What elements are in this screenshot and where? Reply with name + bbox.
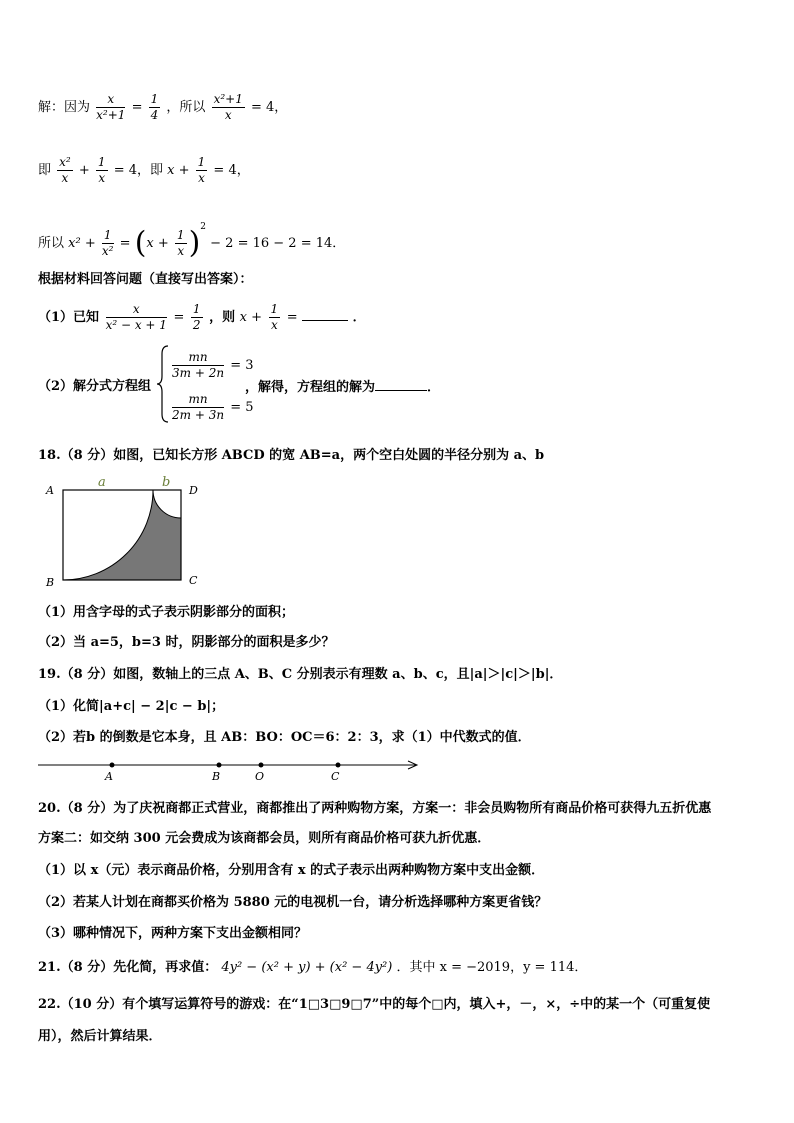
text: x² +	[68, 236, 96, 251]
q17-prompt: 根据材料回答问题（直接写出答案）：	[38, 272, 253, 287]
fraction: $\frac{x}{\text{x²+1}}$	[96, 92, 126, 122]
text: ，所以	[166, 100, 206, 115]
text: = 4，	[213, 163, 250, 178]
intro-line-2	[38, 155, 250, 186]
label-C: C	[331, 770, 340, 783]
q17-part-2-label: （2）解分式方程组	[38, 379, 152, 394]
text: 21.（8 分）先化简，再求值：	[38, 960, 218, 975]
text: = 4，	[250, 100, 288, 115]
fraction: $\frac{\text{x²}}{x}$	[59, 155, 71, 185]
text: +	[78, 163, 90, 178]
q20-part-3: （3）哪种情况下，两种方案下支出金额相同？	[38, 926, 308, 941]
q17-part-2-tail	[245, 378, 440, 397]
label-b: b	[162, 476, 171, 490]
label-A: A	[46, 484, 54, 497]
intro-label: 解：因为	[38, 100, 91, 115]
q17-equation-2	[170, 392, 254, 423]
text: − 2 = 16 − 2 = 14．	[210, 236, 346, 251]
fraction: $\frac{x}{\text{x² − x + 1}}$	[105, 302, 167, 332]
answer-blank	[375, 378, 427, 391]
text: x +	[146, 236, 169, 251]
fraction: $\frac{1}{x}$	[97, 155, 106, 185]
text: ．	[352, 310, 366, 325]
q18-part-2: （2）当 a=5，b=3 时，阴影部分的面积是多少？	[38, 635, 335, 650]
q20-part-1: （1）以 x（元）表示商品价格，分别用含有 x 的式子表示出两种购物方案中支出金额．	[38, 863, 545, 878]
fraction: $\frac{1}{2}$	[192, 302, 201, 332]
intro-line-1	[38, 92, 287, 123]
exponent: 2	[200, 222, 207, 232]
text: ．其中 x = −2019，y = 114．	[396, 960, 588, 975]
expression: 4y² − (x² + y) + (x² − 4y²)	[221, 960, 393, 975]
text: = 3	[230, 358, 254, 373]
text: =	[173, 310, 185, 325]
fraction: $\frac{\text{x²+1}}{x}$	[213, 92, 243, 122]
text: ，则	[209, 310, 236, 325]
q20-stem: 20.（8 分）为了庆祝商都正式营业，商都推出了两种购物方案，方案一：非会员购物所有商品价格可获得九五折优惠	[38, 801, 712, 816]
text: 即	[38, 163, 52, 178]
text: ．	[427, 380, 441, 395]
fraction: $\frac{1}{4}$	[150, 92, 159, 122]
number-line	[36, 756, 422, 784]
q19-stem: 19.（8 分）如图，数轴上的三点 A、B、C 分别表示有理数 a、b、c，且|a|＞|c|＞|b|．	[38, 667, 563, 682]
point-C	[336, 763, 341, 768]
label-O: O	[255, 770, 265, 783]
q17-equation-1	[170, 350, 254, 381]
q19-part-1: （1）化简|a+c| − 2|c − b|；	[38, 699, 225, 714]
q22-line-1: 22.（10 分）有个填写运算符号的游戏：在“1□3□9□7”中的每个□内，填入+，－，×，÷中的某一个（可重复使	[38, 997, 711, 1012]
label-D: D	[189, 484, 198, 497]
text: （1）已知	[38, 310, 100, 325]
fraction: $\frac{mn}{3m + 2n}$	[172, 350, 225, 380]
text: x +	[239, 310, 262, 325]
fraction: $\frac{1}{x}$	[197, 155, 206, 185]
q18-part-1: （1）用含字母的式子表示阴影部分的面积；	[38, 605, 295, 620]
label-a: a	[98, 476, 106, 490]
point-O	[259, 763, 264, 768]
answer-blank	[302, 308, 348, 321]
label-B: B	[212, 770, 221, 783]
label-C: C	[189, 574, 198, 587]
fraction: $\frac{1}{\text{x²}}$	[101, 228, 114, 258]
fraction: $\frac{1}{x}$	[176, 228, 185, 258]
point-A	[110, 763, 115, 768]
intro-line-3	[38, 218, 345, 259]
text: =	[286, 310, 298, 325]
equals: =	[131, 100, 143, 115]
label-B: B	[46, 576, 55, 589]
text: x +	[167, 163, 190, 178]
q18-stem: 18.（8 分）如图，已知长方形 ABCD 的宽 AB=a，两个空白处圆的半径分别为 a、b	[38, 448, 545, 463]
point-B	[217, 763, 222, 768]
text: 所以	[38, 236, 65, 251]
label-A: A	[105, 770, 113, 783]
q17-part-1	[38, 302, 366, 333]
text: = 4，即	[113, 163, 163, 178]
q22-line-2: 用），然后计算结果．	[38, 1029, 162, 1044]
system-brace	[156, 344, 170, 424]
text: = 5	[230, 400, 254, 415]
q19-part-2: （2）若b 的倒数是它本身，且 AB：BO：OC＝6：2：3，求（1）中代数式的值．	[38, 730, 531, 745]
q20-part-2: （2）若某人计划在商都买价格为 5880 元的电视机一台，请分析选择哪种方案更省钱？	[38, 895, 548, 910]
right-paren: )	[188, 225, 201, 261]
q18-figure	[40, 476, 210, 590]
fraction: $\frac{1}{x}$	[270, 302, 279, 332]
left-paren: (	[134, 225, 147, 261]
text: ，解得，方程组的解为	[245, 380, 376, 395]
text: =	[119, 236, 131, 251]
q21	[38, 959, 587, 977]
q20-stem-2: 方案二：如交纳 300 元会费成为该商都会员，则所有商品价格可获九折优惠．	[38, 831, 491, 846]
fraction: $\frac{mn}{2m + 3n}$	[172, 392, 225, 422]
